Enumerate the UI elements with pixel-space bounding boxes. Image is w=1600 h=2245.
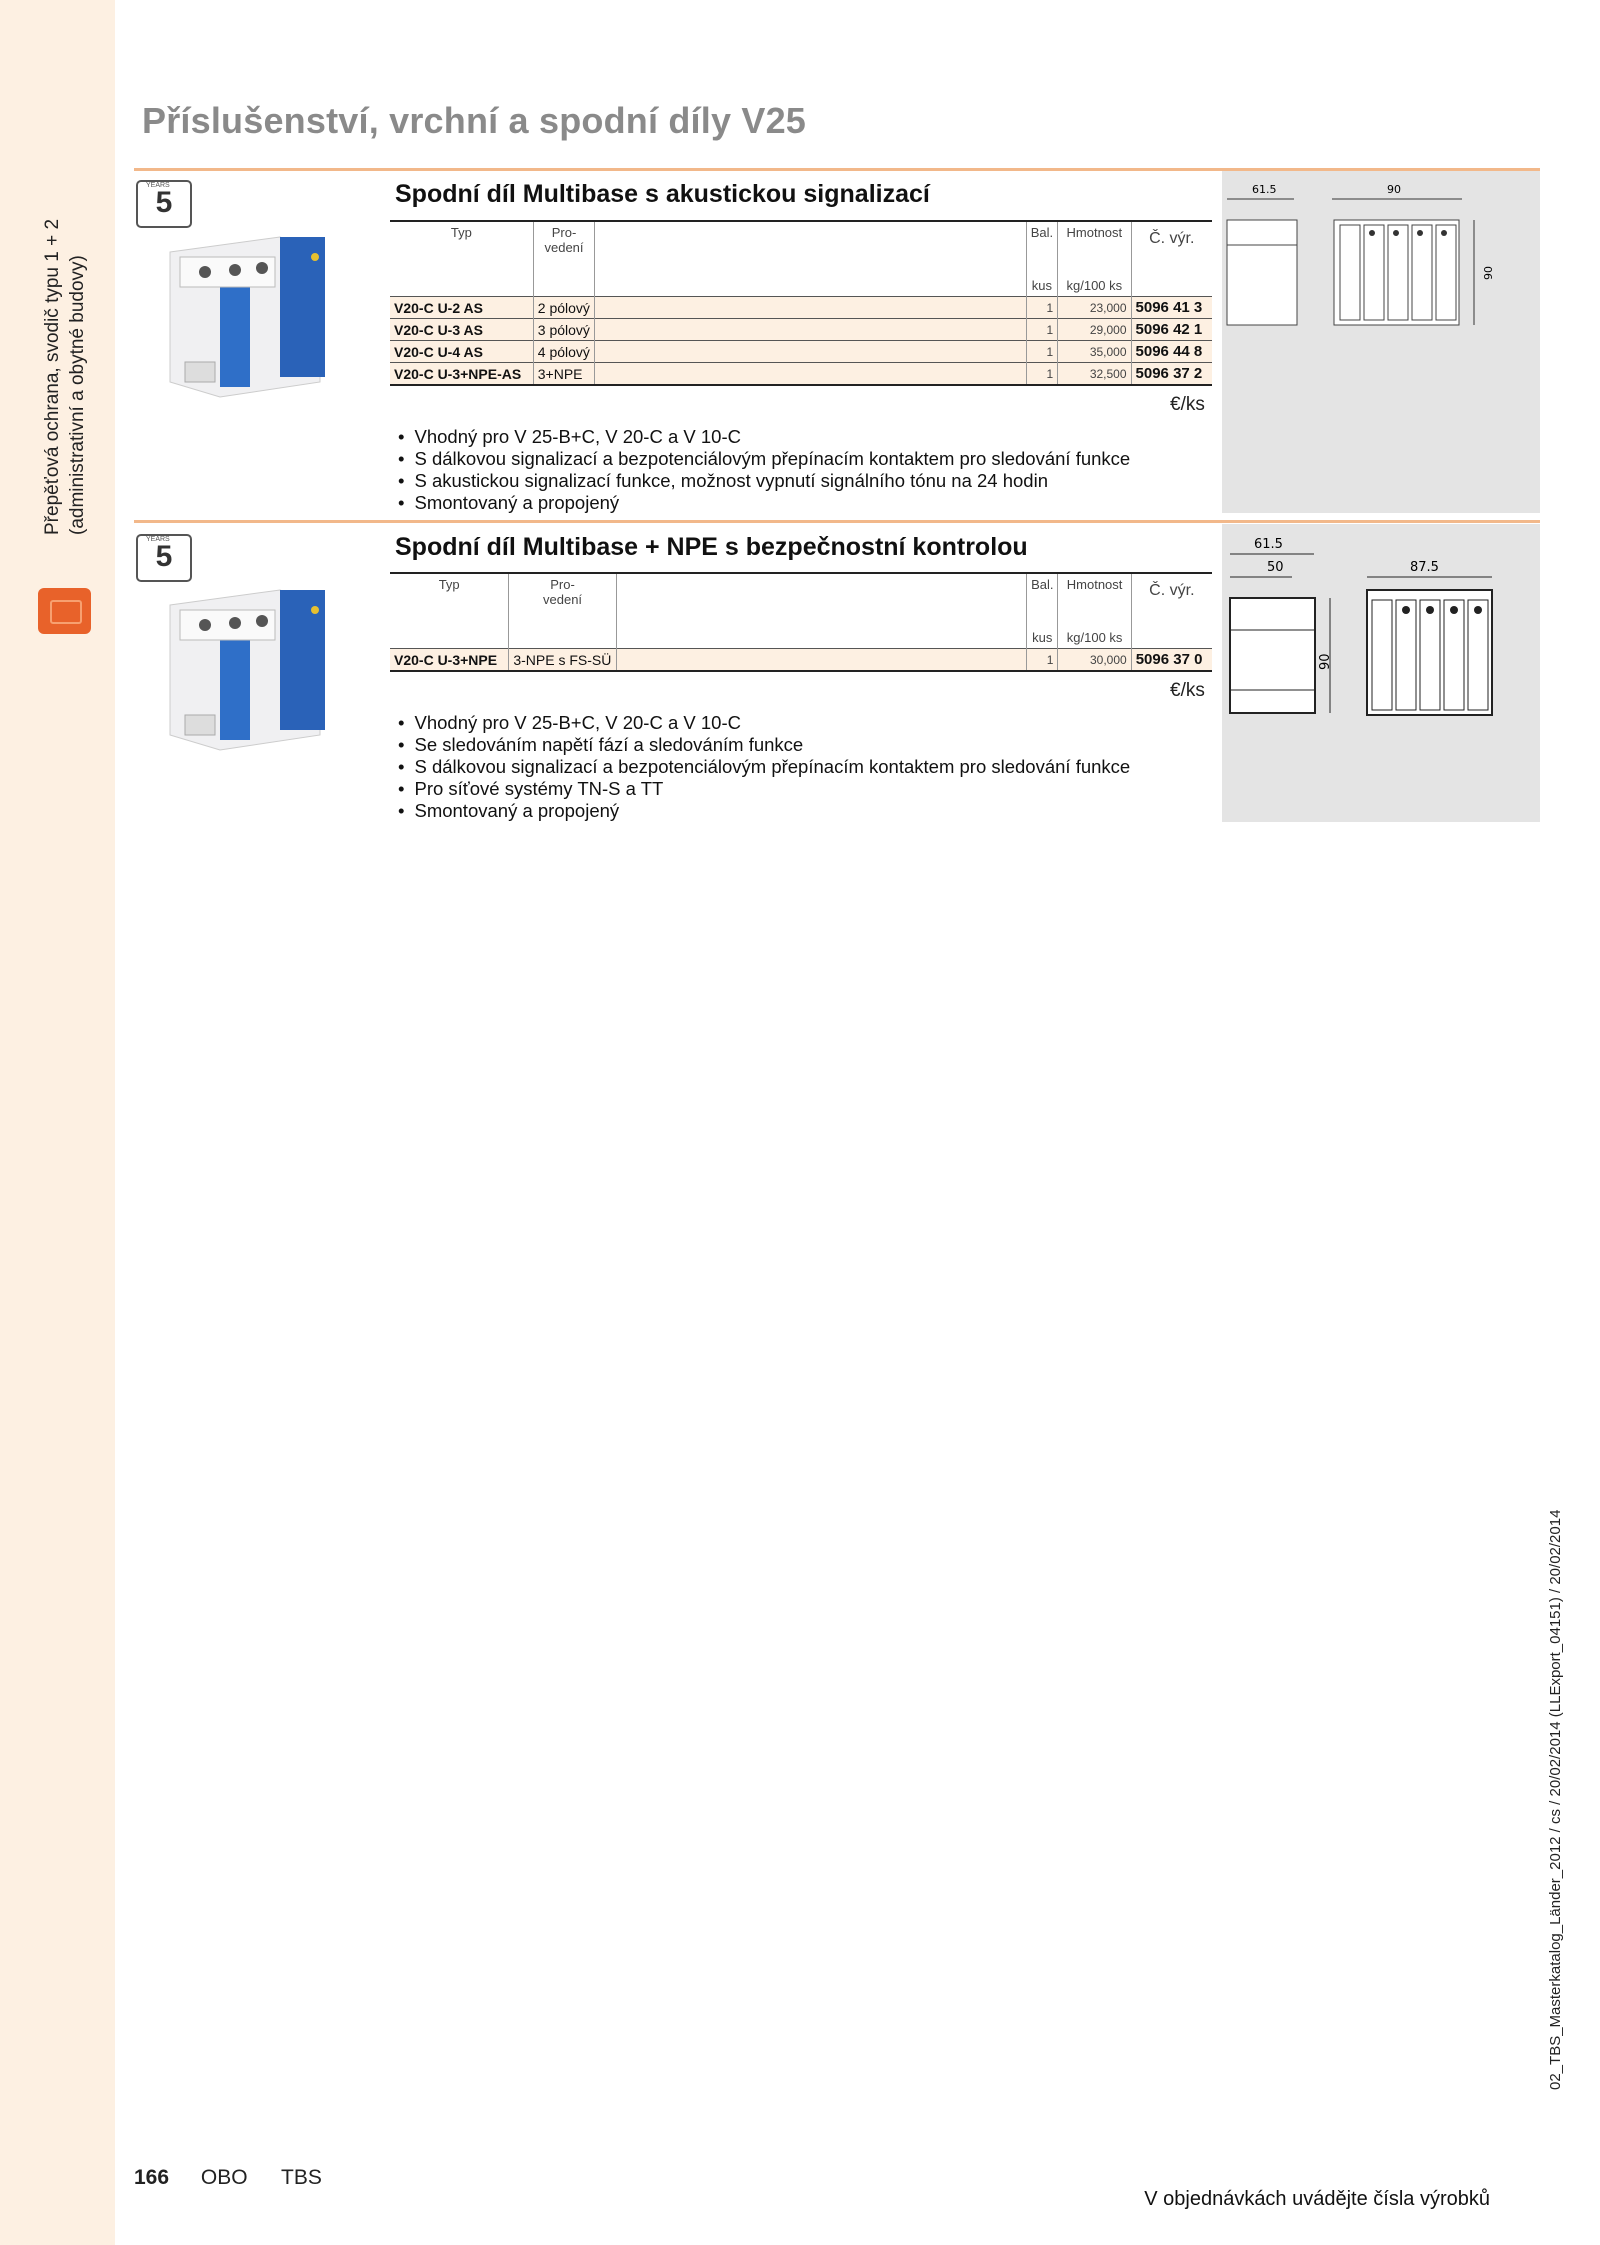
page-number: 166 xyxy=(134,2166,170,2189)
svg-text:61.5: 61.5 xyxy=(1252,183,1277,196)
col-provedeni: Pro- vedení xyxy=(533,221,594,278)
product-image-multibase xyxy=(160,232,335,402)
section-2-features xyxy=(398,712,1130,822)
unit-hmotnost: kg/100 ks xyxy=(1058,278,1131,297)
section-1-title: Spodní díl Multibase s akustickou signalizací xyxy=(395,180,930,208)
col-cvyr: Č. výr. xyxy=(1131,221,1212,278)
section-1-features xyxy=(398,426,1130,514)
list-item: • Vhodný pro V 25-B+C, V 20-C a V 10-C xyxy=(398,712,1130,734)
svg-text:90: 90 xyxy=(1318,653,1333,670)
unit-bal: kus xyxy=(1026,630,1058,649)
col-bal: Bal. xyxy=(1026,221,1058,278)
col-hmotnost: Hmotnost xyxy=(1058,221,1131,278)
brand-obo: OBO xyxy=(200,2166,248,2189)
sidebar-line-2: (administrativní a obytné budovy) xyxy=(67,255,88,535)
list-item: • S akustickou signalizací funkce, možnost vypnutí signálního tónu na 24 hodin xyxy=(398,470,1130,492)
list-item: • S dálkovou signalizací a bezpotenciálovým přepínacím kontaktem pro sledování funkce xyxy=(398,756,1130,778)
list-item: • Smontovaný a propojený xyxy=(398,800,1130,822)
price-unit: €/ks xyxy=(1170,394,1205,415)
warranty-5-years-icon: YEARS 5 xyxy=(136,534,192,582)
svg-text:50: 50 xyxy=(1267,560,1284,575)
unit-hmotnost: kg/100 ks xyxy=(1058,630,1131,649)
list-item: • S dálkovou signalizací a bezpotenciálovým přepínacím kontaktem pro sledování funkce xyxy=(398,448,1130,470)
technical-drawing-2 xyxy=(1222,530,1540,730)
col-typ: Typ xyxy=(390,221,533,278)
category-icon xyxy=(38,588,91,634)
col-bal: Bal. xyxy=(1026,573,1058,630)
list-item: • Pro síťové systémy TN-S a TT xyxy=(398,778,1130,800)
table-row: V20-C U-3 AS 3 pólový 1 29,000 5096 42 1 xyxy=(390,319,1212,341)
table-row: V20-C U-2 AS 2 pólový 1 23,000 5096 41 3 xyxy=(390,297,1212,319)
footer-brand xyxy=(134,2166,322,2190)
list-item: • Vhodný pro V 25-B+C, V 20-C a V 10-C xyxy=(398,426,1130,448)
table-row: V20-C U-3+NPE-AS 3+NPE 1 32,500 5096 37 2 xyxy=(390,363,1212,386)
technical-drawing-1 xyxy=(1222,175,1540,345)
section-2-table xyxy=(390,572,1212,672)
warranty-5-years-icon: YEARS 5 xyxy=(136,180,192,228)
table-row: V20-C U-3+NPE 3-NPE s FS-SÜ 1 30,000 5096 37 0 xyxy=(390,649,1212,672)
unit-bal: kus xyxy=(1026,278,1058,297)
col-typ: Typ xyxy=(390,573,509,630)
section-divider xyxy=(134,520,1540,523)
product-image-multibase-npe xyxy=(160,585,335,755)
col-cvyr: Č. výr. xyxy=(1131,573,1212,630)
col-provedeni: Pro- vedení xyxy=(509,573,616,630)
footer-note: V objednávkách uvádějte čísla výrobků xyxy=(1144,2188,1490,2210)
list-item: • Se sledováním napětí fází a sledováním funkce xyxy=(398,734,1130,756)
svg-text:87.5: 87.5 xyxy=(1410,560,1439,575)
col-empty xyxy=(616,573,1026,630)
col-empty xyxy=(595,221,1026,278)
list-item: • Smontovaný a propojený xyxy=(398,492,1130,514)
svg-text:61.5: 61.5 xyxy=(1254,537,1283,552)
table-row: V20-C U-4 AS 4 pólový 1 35,000 5096 44 8 xyxy=(390,341,1212,363)
svg-text:90: 90 xyxy=(1482,266,1495,280)
svg-text:90: 90 xyxy=(1387,183,1401,196)
col-hmotnost: Hmotnost xyxy=(1058,573,1131,630)
print-meta: 02_TBS_Masterkatalog_Länder_2012 / cs / 20/02/2014 (LLExport_04151) / 20/02/2014 xyxy=(1547,1509,1564,2090)
brand-tbs: TBS xyxy=(281,2166,322,2189)
section-2-title: Spodní díl Multibase + NPE s bezpečnostní kontrolou xyxy=(395,533,1028,561)
sidebar-line-1: Přepěťová ochrana, svodič typu 1 + 2 xyxy=(42,218,63,535)
section-1-table xyxy=(390,220,1212,386)
sidebar-category-text xyxy=(40,35,90,535)
page-title: Příslušenství, vrchní a spodní díly V25 xyxy=(142,100,807,141)
price-unit: €/ks xyxy=(1170,680,1205,701)
